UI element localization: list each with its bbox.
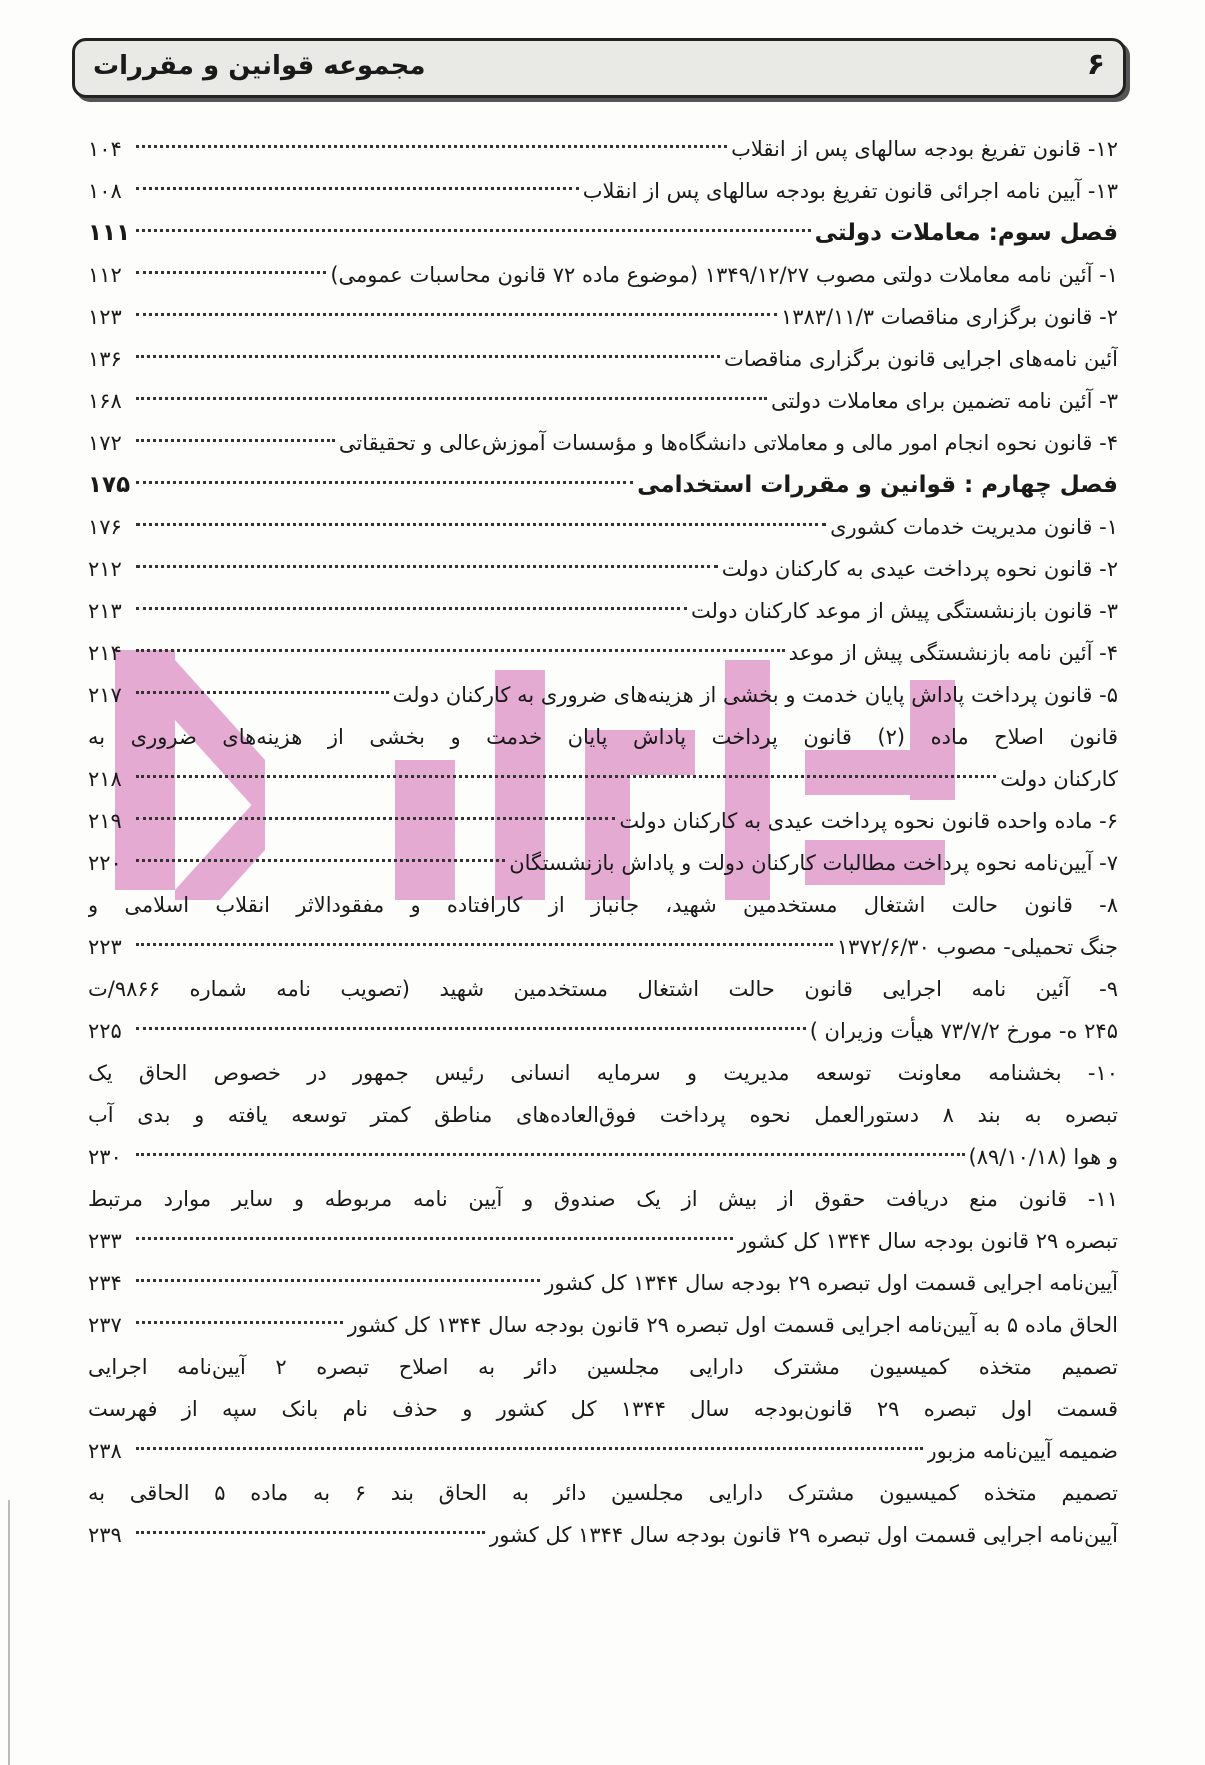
- toc-entry-row: [88, 968, 1118, 1010]
- entry-title: کارکنان دولت: [1000, 767, 1118, 791]
- entry-page-number: ۱۰۴: [88, 137, 122, 161]
- toc-entry-row: [88, 1178, 1118, 1220]
- toc-entry-row: [88, 590, 1118, 632]
- entry-page-number: ۲۱۲: [88, 557, 122, 581]
- toc-entry-row: [88, 926, 1118, 968]
- dot-leader: [136, 1531, 485, 1534]
- toc-entry-row: [88, 1346, 1118, 1388]
- entry-page-number: ۲۱۴: [88, 641, 122, 665]
- dot-leader: [136, 1027, 806, 1030]
- dot-leader: [136, 1237, 733, 1240]
- entry-title: آئین نامه‌های اجرایی قانون برگزاری مناقصات: [723, 347, 1118, 371]
- dot-leader: [136, 691, 389, 694]
- dot-leader: [136, 439, 335, 442]
- dot-leader: [136, 775, 996, 778]
- entry-title: ۶- ماده واحده قانون نحوه پرداخت عیدی به کارکنان دولت: [619, 809, 1118, 833]
- toc-entry-row: [88, 1094, 1118, 1136]
- entry-page-number: ۲۱۸: [88, 767, 122, 791]
- entry-page-number: ۱۰۸: [88, 179, 122, 203]
- entry-title: ۴- قانون نحوه انجام امور مالی و معاملاتی دانشگاه‌ها و مؤسسات آموزش‌عالی و تحقیقاتی: [338, 431, 1118, 455]
- toc-entry-row: [88, 170, 1118, 212]
- toc-entry-row: [88, 296, 1118, 338]
- entry-title: و هوا (۸۹/۱۰/۱۸): [968, 1145, 1118, 1169]
- entry-title: ۲- قانون برگزاری مناقصات ۱۳۸۳/۱۱/۳: [780, 305, 1118, 329]
- entry-title: جنگ تحمیلی- مصوب ۱۳۷۲/۶/۳۰: [836, 935, 1118, 959]
- toc-entry-row: [88, 128, 1118, 170]
- toc-entry-row: [88, 254, 1118, 296]
- entry-page-number: ۲۱۳: [88, 599, 122, 623]
- page-number: ۶: [1086, 47, 1105, 82]
- dot-leader: [136, 145, 727, 148]
- entry-title: ۱- آئین نامه معاملات دولتی مصوب ۱۳۴۹/۱۲/۲۷ (موضوع ماده ۷۲ قانون محاسبات عمومی): [330, 263, 1118, 287]
- entry-title: تبصره ۲۹ قانون بودجه سال ۱۳۴۴ کل کشور: [736, 1229, 1118, 1253]
- entry-page-number: ۲۲۵: [88, 1019, 122, 1043]
- dot-leader: [136, 355, 720, 358]
- chapter-heading-row: [88, 464, 1118, 506]
- entry-title: ۳- قانون بازنشستگی پیش از موعد کارکنان دولت: [690, 599, 1118, 623]
- toc-entry-row: [88, 758, 1118, 800]
- entry-title: تبصره به بند ۸ دستورالعمل نحوه پرداخت فوق‌العاده‌های مناطق کمتر توسعه یافته و بدی آب: [88, 1103, 1118, 1127]
- entry-title: ۸- قانون حالت اشتغال مستخدمین شهید، جانباز از کارافتاده و مفقودالاثر انقلاب اسلامی و: [88, 893, 1118, 917]
- entry-title: ۱۳- آیین نامه اجرائی قانون تفریغ بودجه سالهای پس از انقلاب: [582, 179, 1118, 203]
- dot-leader: [136, 817, 615, 820]
- dot-leader: [136, 649, 785, 652]
- entry-title: ۱- قانون مدیریت خدمات کشوری: [830, 515, 1118, 539]
- toc-entry-row: [88, 422, 1118, 464]
- entry-title: ۱۱- قانون منع دریافت حقوق از بیش از یک صندوق و آیین نامه مربوطه و سایر موارد مرتبط: [88, 1187, 1118, 1211]
- toc-entry-row: [88, 632, 1118, 674]
- dot-leader: [136, 943, 833, 946]
- entry-title: ۷- آیین‌نامه نحوه پرداخت مطالبات کارکنان دولت و پاداش بازنشستگان: [509, 851, 1118, 875]
- entry-page-number: ۲۳۸: [88, 1439, 122, 1463]
- entry-title: ۳- آئین نامه تضمین برای معاملات دولتی: [771, 389, 1118, 413]
- dot-leader: [136, 1153, 965, 1156]
- entry-page-number: ۲۳۷: [88, 1313, 122, 1337]
- toc-entry-row: [88, 1514, 1118, 1556]
- entry-page-number: ۱۷۶: [88, 515, 122, 539]
- entry-title: ۹- آئین نامه اجرایی قانون حالت اشتغال مستخدمین شهید (تصویب نامه شماره ۹۸۶۶/ت: [88, 977, 1118, 1001]
- entry-page-number: ۲۳۹: [88, 1523, 122, 1547]
- toc-entry-row: [88, 674, 1118, 716]
- entry-page-number: ۱۱۲: [88, 263, 122, 287]
- entry-page-number: ۲۳۳: [88, 1229, 122, 1253]
- toc-entry-row: [88, 1220, 1118, 1262]
- dot-leader: [136, 565, 718, 568]
- toc-entry-row: [88, 800, 1118, 842]
- entry-page-number: ۲۳۴: [88, 1271, 122, 1295]
- dot-leader: [136, 1279, 540, 1282]
- toc-entry-row: [88, 1304, 1118, 1346]
- toc-entry-row: [88, 1388, 1118, 1430]
- chapter-title: فصل سوم: معاملات دولتی: [814, 220, 1118, 246]
- entry-title: ۲- قانون نحوه پرداخت عیدی به کارکنان دولت: [721, 557, 1118, 581]
- chapter-heading-row: [88, 212, 1118, 254]
- dot-leader: [136, 1447, 923, 1450]
- toc-entry-row: [88, 1472, 1118, 1514]
- entry-title: ۱۲- قانون تفریغ بودجه سالهای پس از انقلاب: [731, 137, 1118, 161]
- entry-title: ۲۴۵ ه- مورخ ۷۳/۷/۲ هیأت وزیران ): [809, 1019, 1118, 1043]
- dot-leader: [136, 607, 687, 610]
- page-header: [72, 38, 1126, 98]
- entry-title: تصمیم متخذه کمیسیون مشترک دارایی مجلسین دائر به اصلاح تبصره ۲ آیین‌نامه اجرایی: [88, 1355, 1118, 1379]
- dot-leader: [136, 397, 767, 400]
- entry-title: ضمیمه آیین‌نامه مزبور: [926, 1439, 1118, 1463]
- entry-title: الحاق ماده ۵ به آیین‌نامه اجرایی قسمت اول تبصره ۲۹ قانون بودجه سال ۱۳۴۴ کل کشور: [347, 1313, 1118, 1337]
- entry-page-number: ۲۲۰: [88, 851, 122, 875]
- entry-page-number: ۱۶۸: [88, 389, 122, 413]
- entry-title: ۴- آئین نامه بازنشستگی پیش از موعد: [788, 641, 1118, 665]
- entry-title: ۱۰- بخشنامه معاونت توسعه مدیریت و سرمایه انسانی رئیس جمهور در خصوص الحاق یک: [88, 1061, 1118, 1085]
- entry-title: تصمیم متخذه کمیسیون مشترک دارایی مجلسین دائر به الحاق بند ۶ به ماده ۵ الحاقی به: [88, 1481, 1118, 1505]
- entry-page-number: ۲۱۹: [88, 809, 122, 833]
- entry-title: آیین‌نامه اجرایی قسمت اول تبصره ۲۹ قانون بودجه سال ۱۳۴۴ کل کشور: [489, 1523, 1118, 1547]
- toc-entry-row: [88, 1136, 1118, 1178]
- entry-title: قسمت اول تبصره ۲۹ قانون‌بودجه سال ۱۳۴۴ کل کشور و حذف نام بانک سپه از فهرست: [88, 1397, 1118, 1421]
- scan-edge-mark: [0, 1500, 10, 1765]
- toc-entry-row: [88, 716, 1118, 758]
- entry-page-number: ۱۷۲: [88, 431, 122, 455]
- chapter-title: فصل چهارم : قوانین و مقررات استخدامی: [637, 472, 1118, 498]
- dot-leader: [136, 523, 826, 526]
- dot-leader: [136, 859, 505, 862]
- toc-entry-row: [88, 1262, 1118, 1304]
- entry-page-number: ۲۱۷: [88, 683, 122, 707]
- toc-entry-row: [88, 1430, 1118, 1472]
- dot-leader: [136, 313, 777, 316]
- toc-entry-row: [88, 548, 1118, 590]
- entry-title: قانون اصلاح ماده (۲) قانون پرداخت پاداش پایان خدمت و بخشی از هزینه‌های ضروری به: [88, 725, 1118, 749]
- table-of-contents: [88, 128, 1118, 1556]
- entry-title: ۵- قانون پرداخت پاداش پایان خدمت و بخشی از هزینه‌های ضروری به کارکنان دولت: [392, 683, 1118, 707]
- dot-leader: [136, 271, 326, 274]
- toc-entry-row: [88, 506, 1118, 548]
- toc-entry-row: [88, 884, 1118, 926]
- entry-page-number: ۲۳۰: [88, 1145, 122, 1169]
- entry-title: آیین‌نامه اجرایی قسمت اول تبصره ۲۹ بودجه سال ۱۳۴۴ کل کشور: [544, 1271, 1118, 1295]
- toc-entry-row: [88, 1010, 1118, 1052]
- dot-leader: [136, 229, 811, 232]
- toc-entry-row: [88, 1052, 1118, 1094]
- entry-page-number: ۲۲۳: [88, 935, 122, 959]
- toc-entry-row: [88, 842, 1118, 884]
- entry-page-number: ۱۲۳: [88, 305, 122, 329]
- entry-page-number: ۱۳۶: [88, 347, 122, 371]
- entry-page-number: ۱۱۱: [88, 220, 131, 246]
- book-title: مجموعه قوانین و مقررات: [93, 51, 426, 81]
- toc-entry-row: [88, 338, 1118, 380]
- dot-leader: [136, 187, 579, 190]
- entry-page-number: ۱۷۵: [88, 472, 131, 498]
- dot-leader: [136, 1321, 343, 1324]
- toc-entry-row: [88, 380, 1118, 422]
- dot-leader: [136, 481, 633, 484]
